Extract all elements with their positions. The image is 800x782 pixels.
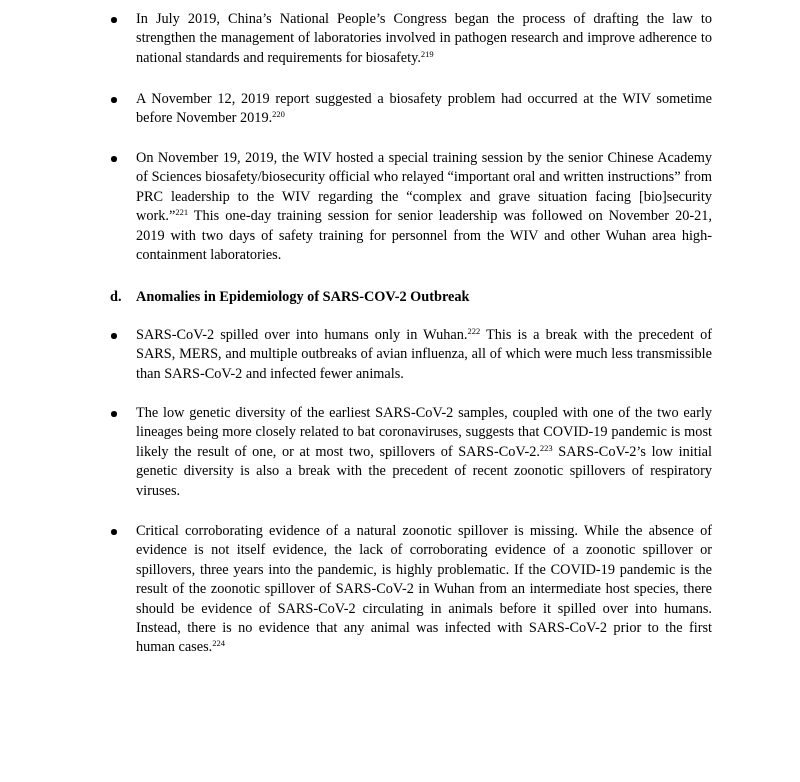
section-heading — [110, 288, 470, 307]
bullet-marker — [111, 529, 117, 535]
bullet-item-biosafety-report — [136, 90, 712, 129]
bullet-text: In July 2019, China’s National People’s Congress began the process of drafting the law to strengthen the management of laboratories involved in pathogen research and improve adherence to national standards and requirements for biosafety.$^{219}$ — [136, 11, 712, 66]
footnote-ref[interactable]: 220 — [272, 109, 285, 120]
footnote-ref[interactable]: 223 — [539, 442, 553, 453]
footnote-ref[interactable]: 221 — [175, 207, 189, 218]
bullet-text: SARS-CoV-2 spilled over into humans only in Wuhan.$^{222}$ This is a break with the precedent of SARS, MERS, and multiple outbreaks of avian influenza, all of which were much less transmissible than SARS-CoV-2 and infected fewer animals. — [136, 326, 712, 382]
footnote-ref[interactable]: 219 — [420, 48, 434, 59]
bullet-marker — [111, 17, 117, 23]
bullet-text: The low genetic diversity of the earliest SARS-CoV-2 samples, coupled with one of the two early lineages being more closely related to bat coronaviruses, suggests that COVID-19 pandemic is most likely the result of one, or at most two, spillovers of SARS-CoV-2.$^{223}$ SARS-CoV-2’s low initial genetic diversity is also a break with the precedent of recent zoonotic spillovers of respiratory viruses. — [136, 405, 712, 499]
bullet-text: A November 12, 2019 report suggested a biosafety problem had occurred at the WIV sometime before November 2019.$^{220}$ — [136, 91, 712, 127]
section-label: d. — [110, 289, 122, 305]
bullet-item-npc-biosafety-law — [136, 10, 712, 68]
bullet-item-wuhan-spillover — [136, 326, 712, 384]
footnote-ref[interactable]: 224 — [212, 638, 225, 649]
bullet-marker — [111, 97, 117, 103]
footnote-ref[interactable]: 222 — [467, 326, 481, 336]
bullet-marker — [111, 156, 117, 162]
bullet-text: On November 19, 2019, the WIV hosted a special training session by the senior Chinese Academy of Sciences biosafety/biosecurity official who relayed “important oral and written instructions” from PRC leadership to the WIV regarding the “complex and grave situation facing [bio]security work.”$^{221}$ This one-day training session for senior leadership was followed on November 20-21, 2019 with two days of safety training for personnel from the WIV and other Wuhan area high-containment laboratories. — [136, 150, 712, 264]
bullet-item-genetic-diversity — [136, 404, 712, 501]
bullet-text: Critical corroborating evidence of a natural zoonotic spillover is missing. While the absence of evidence is not itself evidence, the lack of corroborating evidence of a zoonotic spillover or spillovers, three years into the pandemic, is highly problematic. If the COVID-19 pandemic is the result of the zoonotic spillover of SARS-CoV-2 in Wuhan from an intermediate host species, there should be evidence of SARS-CoV-2 circulating in animals before it spilled over into humans. Instead, there is no evidence that any animal was infected with SARS-CoV-2 prior to the first human cases.$^{224}$ — [136, 523, 712, 656]
bullet-marker — [111, 333, 117, 339]
bullet-marker — [111, 411, 117, 417]
bullet-item-missing-evidence — [136, 522, 712, 658]
bullet-item-training-session — [136, 149, 712, 265]
section-title: Anomalies in Epidemiology of SARS-COV-2 Outbreak — [136, 289, 470, 305]
